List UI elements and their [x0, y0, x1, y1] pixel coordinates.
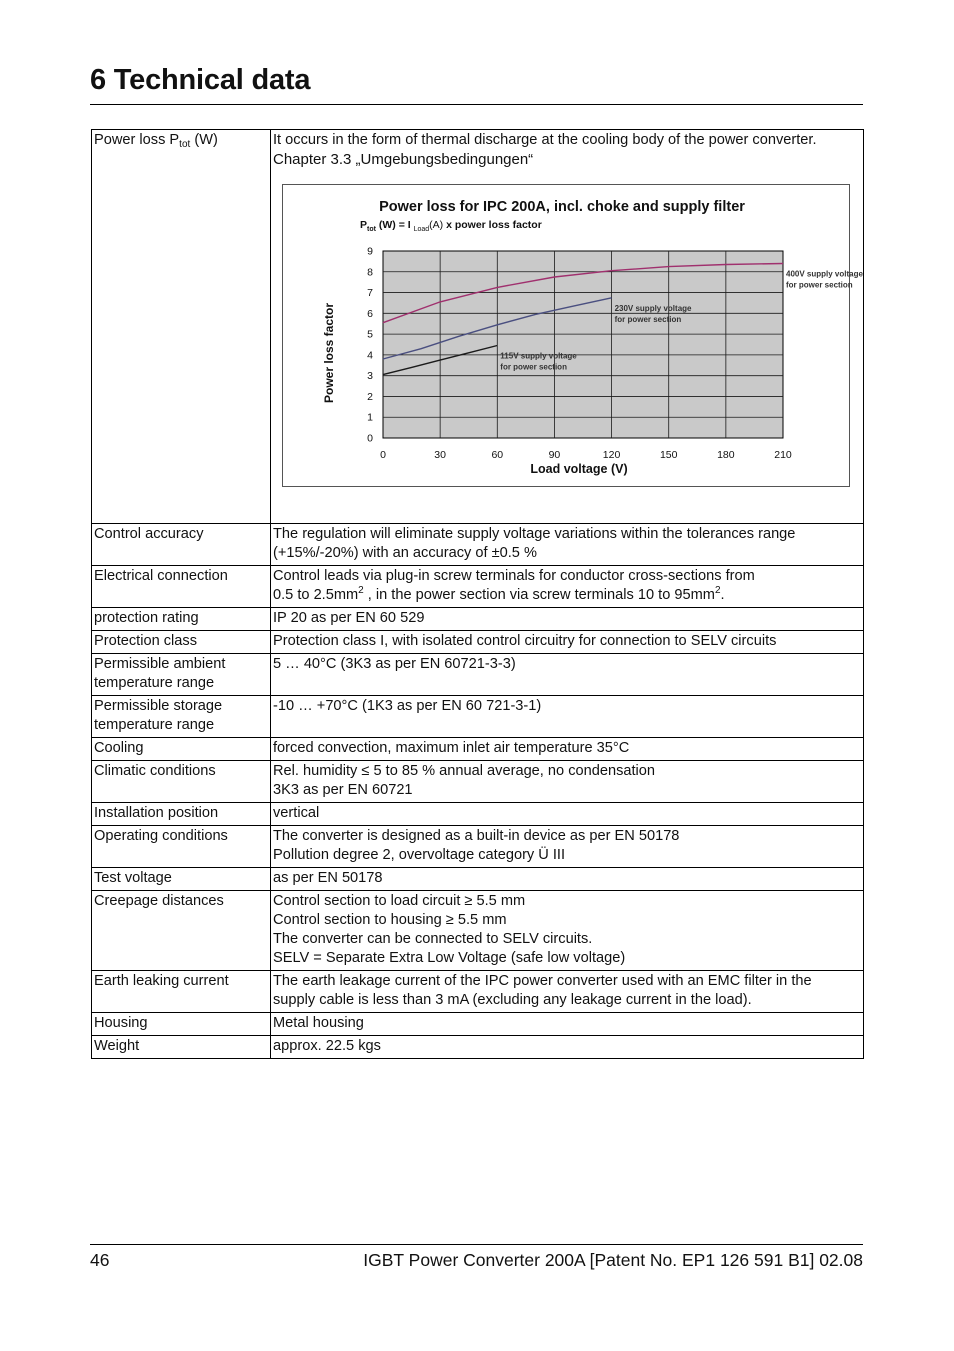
row-label-line: Creepage distances	[94, 893, 224, 909]
row-value-line: Control section to load circuit ≥ 5.5 mm	[273, 893, 526, 909]
row-label-line: Protection class	[94, 633, 198, 649]
table-row	[92, 654, 864, 696]
row-value-line: The regulation will eliminate supply voltage variations within the tolerances range	[273, 526, 796, 542]
row-label-line: Permissible storage	[94, 698, 223, 714]
row-value-line: (+15%/-20%) with an accuracy of ±0.5 %	[273, 545, 537, 561]
row-value-line: 5 … 40°C (3K3 as per EN 60721-3-3)	[273, 656, 516, 672]
y-tick-label: 5	[367, 328, 373, 341]
page-title: 6 Technical data	[90, 64, 311, 96]
row-value	[271, 608, 864, 631]
text-fragment: 0.5 to 2.5mm	[273, 587, 359, 603]
row-value-line: The converter can be connected to SELV circuits.	[273, 931, 593, 947]
row-value-line: Control leads via plug-in screw terminals for conductor cross-sections from	[273, 568, 755, 584]
text-fragment: , in the power section via screw terminals 10 to 95mm	[363, 587, 715, 603]
table-row	[92, 826, 864, 868]
row-value-line: Rel. humidity ≤ 5 to 85 % annual average, no condensation	[273, 763, 656, 779]
chapter-reference: Chapter 3.3 „Umgebungsbedingungen“	[273, 151, 534, 168]
title-rule	[90, 104, 863, 105]
table-row	[92, 696, 864, 738]
row-label-line: Earth leaking current	[94, 973, 229, 989]
series-label: 230V supply voltage	[614, 303, 692, 313]
x-tick-label: 0	[380, 449, 386, 461]
row-label-line: Climatic conditions	[94, 763, 216, 779]
row-value-line: Protection class I, with isolated control circuitry for connection to SELV circuits	[273, 633, 777, 649]
row-label	[92, 1013, 271, 1036]
x-tick-label: 150	[659, 449, 678, 461]
x-axis-label: Load voltage (V)	[530, 462, 628, 476]
row-value-line: approx. 22.5 kgs	[273, 1038, 381, 1054]
row-label	[92, 738, 271, 761]
row-label	[92, 608, 271, 631]
row-value-line: -10 … +70°C (1K3 as per EN 60 721-3-1)	[273, 698, 542, 714]
y-tick-label: 8	[367, 266, 373, 279]
row-label-line: Weight	[94, 1038, 140, 1054]
y-tick-label: 7	[367, 287, 373, 300]
row-label	[92, 971, 271, 1013]
table-row	[92, 868, 864, 891]
row-label-line: Control accuracy	[94, 526, 204, 542]
row-value-line: Metal housing	[273, 1015, 364, 1031]
page-number: 46	[90, 1250, 110, 1270]
row-label	[92, 566, 271, 608]
series-label: for power section	[786, 280, 853, 290]
table-row	[92, 761, 864, 803]
chart-title: Power loss for IPC 200A, incl. choke and supply filter	[379, 199, 745, 215]
table-row	[92, 803, 864, 826]
row-label	[92, 1036, 271, 1059]
row-value	[271, 524, 864, 566]
y-tick-label: 2	[367, 390, 373, 403]
plot-area	[383, 251, 783, 438]
row-value-line: 3K3 as per EN 60721	[273, 782, 413, 798]
row-label	[92, 761, 271, 803]
row-label-line: protection rating	[94, 610, 199, 626]
table-row-power-loss	[92, 130, 864, 524]
y-tick-label: 0	[367, 432, 373, 445]
row-value	[271, 696, 864, 738]
y-tick-label: 9	[367, 245, 373, 258]
superscript: 2	[714, 585, 721, 596]
row-value-line: supply cable is less than 3 mA (excluding any leakage current in the load).	[273, 992, 752, 1008]
row-value-line: Control section to housing ≥ 5.5 mm	[273, 912, 507, 928]
y-tick-label: 6	[367, 307, 373, 320]
x-tick-label: 120	[602, 449, 621, 461]
row-value-line: vertical	[273, 805, 320, 821]
row-label-line: Test voltage	[94, 870, 172, 886]
row-value-line: The converter is designed as a built-in device as per EN 50178	[273, 828, 680, 844]
technical-data-table	[91, 129, 864, 1059]
row-label-line: temperature range	[94, 717, 215, 733]
row-value	[271, 868, 864, 891]
table-row	[92, 524, 864, 566]
row-value-line: as per EN 50178	[273, 870, 383, 886]
chart-canvas	[283, 185, 863, 486]
y-tick-label: 3	[367, 370, 373, 383]
row-label-line: Cooling	[94, 740, 144, 756]
series-label: 400V supply voltage	[786, 269, 863, 279]
row-value	[271, 738, 864, 761]
footer-rule	[90, 1244, 863, 1245]
text-fragment: .	[720, 587, 725, 603]
x-tick-label: 180	[717, 449, 735, 461]
chart-subtitle: $P_{tot}$ (W) = I $_{Load}$(A) x power loss factor	[360, 219, 542, 233]
row-value-line: The earth leakage current of the IPC power converter used with an EMC filter in the	[273, 973, 812, 989]
superscript: 2	[358, 585, 364, 596]
series-label: for power section	[614, 314, 682, 324]
table-row	[92, 971, 864, 1013]
row-label	[92, 524, 271, 566]
row-value	[271, 631, 864, 654]
row-value	[271, 566, 864, 608]
table-row	[92, 631, 864, 654]
row-value	[271, 654, 864, 696]
row-value	[271, 891, 864, 971]
row-label-line: temperature range	[94, 675, 215, 691]
row-label	[92, 803, 271, 826]
row-value	[271, 761, 864, 803]
y-tick-label: 1	[367, 411, 373, 424]
row-value-line: forced convection, maximum inlet air temperature 35°C	[273, 740, 630, 756]
row-value	[271, 826, 864, 868]
y-tick-label: 4	[367, 349, 373, 362]
row-label-line: Housing	[94, 1015, 148, 1031]
row-value	[271, 971, 864, 1013]
row-label	[92, 654, 271, 696]
x-tick-label: 60	[491, 449, 504, 461]
table-row	[92, 566, 864, 608]
x-tick-label: 210	[774, 449, 792, 461]
row-label	[92, 631, 271, 654]
document-reference: IGBT Power Converter 200A [Patent No. EP1 126 591 B1] 02.08	[363, 1250, 863, 1270]
x-tick-label: 90	[548, 449, 561, 461]
row-value-line: Pollution degree 2, overvoltage category Ü III	[273, 847, 566, 863]
table-row	[92, 608, 864, 631]
row-value	[271, 130, 864, 524]
row-label	[92, 696, 271, 738]
series-label: 115V supply voltage	[500, 351, 577, 361]
table-row	[92, 1036, 864, 1059]
row-label-line: Electrical connection	[94, 568, 228, 584]
row-label	[92, 868, 271, 891]
row-label: Power loss $P_{tot}$ (W)	[92, 130, 271, 524]
row-label	[92, 826, 271, 868]
table-row	[92, 1013, 864, 1036]
table-row	[92, 891, 864, 971]
row-label	[92, 891, 271, 971]
row-label-line: Permissible ambient	[94, 656, 226, 672]
row-value-line	[273, 586, 860, 605]
row-value-line: IP 20 as per EN 60 529	[273, 610, 425, 626]
row-value	[271, 1036, 864, 1059]
row-value	[271, 1013, 864, 1036]
row-label-line: Operating conditions	[94, 828, 228, 844]
series-label: for power section	[500, 362, 567, 372]
power-loss-chart	[282, 184, 863, 487]
table-row	[92, 738, 864, 761]
row-label-line: Installation position	[94, 805, 219, 821]
x-tick-label: 30	[434, 449, 446, 461]
row-value-line: SELV = Separate Extra Low Voltage (safe low voltage)	[273, 950, 626, 966]
y-axis-label: Power loss factor	[322, 302, 336, 404]
power-loss-description: It occurs in the form of thermal discharge at the cooling body of the power converter.	[273, 132, 817, 148]
row-value	[271, 803, 864, 826]
